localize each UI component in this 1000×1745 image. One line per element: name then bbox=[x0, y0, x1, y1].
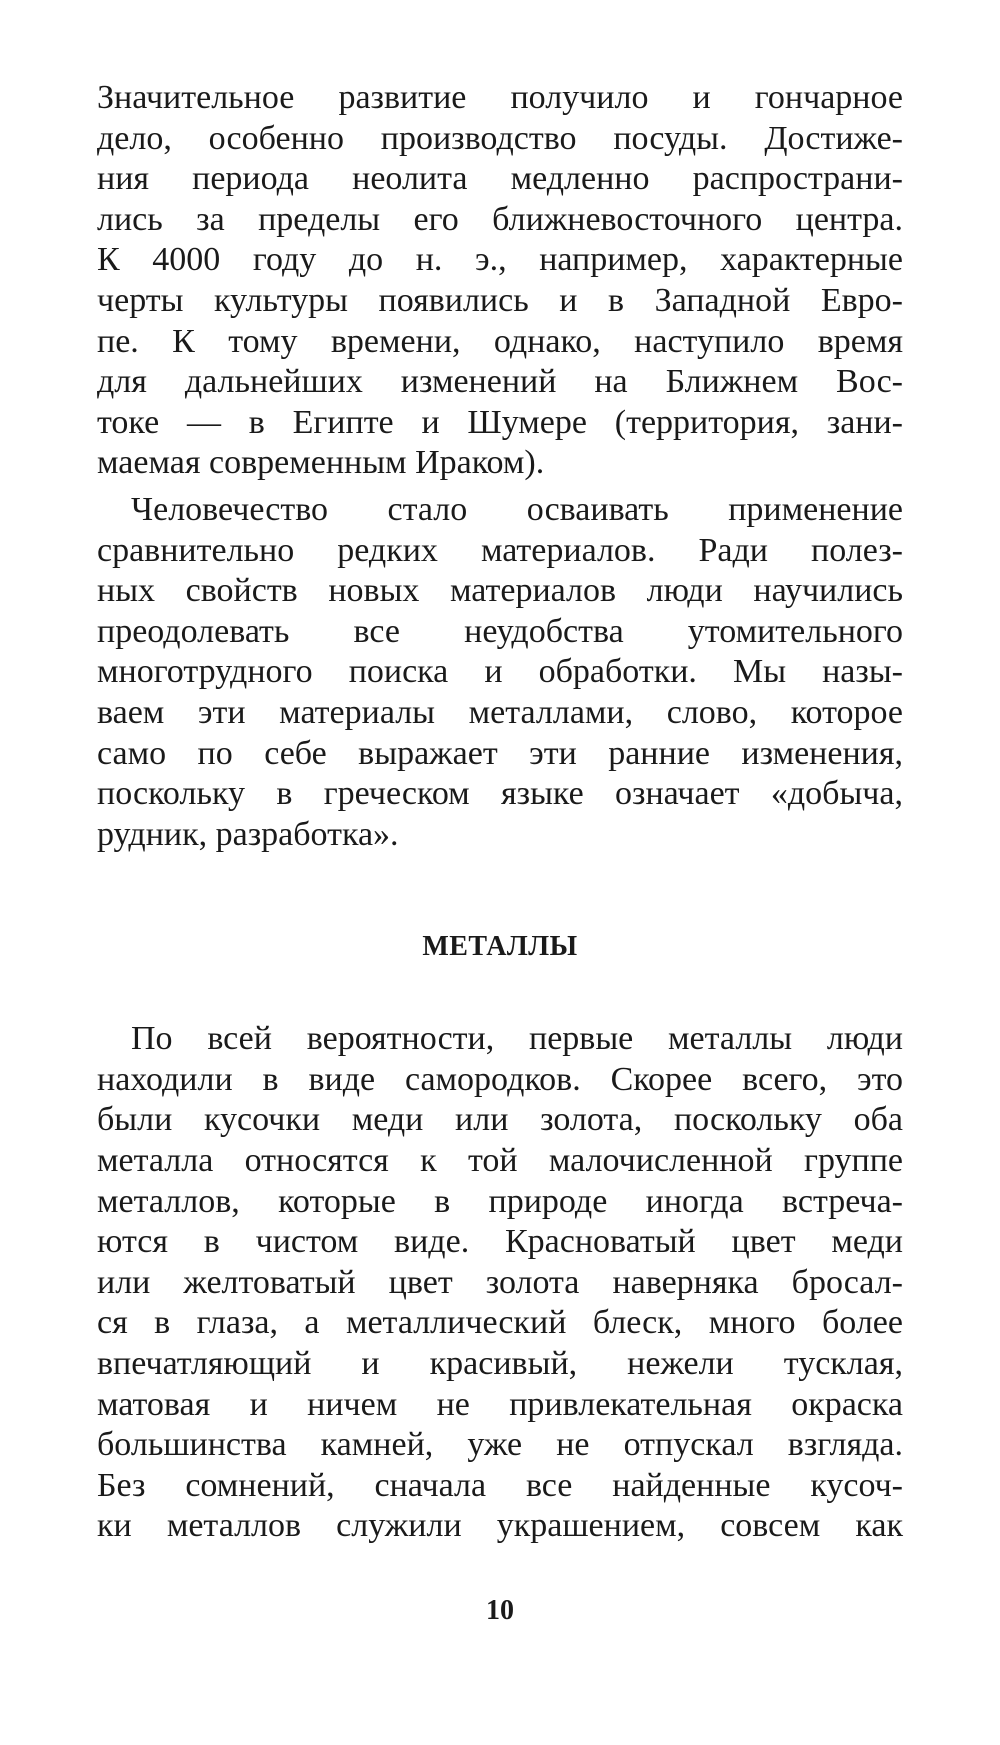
text-line: дело, особенно производство посуды. Достиже- bbox=[97, 119, 903, 157]
text-line: матовая и ничем не привлекательная окраска bbox=[97, 1385, 903, 1423]
text-line: сравнительно редких материалов. Ради полез- bbox=[97, 531, 903, 569]
text-line: ки металлов служили украшением, совсем как bbox=[97, 1507, 903, 1545]
text-line: для дальнейших изменений на Ближнем Вос- bbox=[97, 363, 903, 401]
text-line: впечатляющий и красивый, нежели тусклая, bbox=[97, 1345, 903, 1383]
text-line: металлов, которые в природе иногда встреча- bbox=[97, 1182, 903, 1220]
text-line: ния периода неолита медленно распространи- bbox=[97, 160, 903, 198]
text-line: само по себе выражает эти ранние изменения, bbox=[97, 734, 903, 772]
text-line: многотрудного поиска и обработки. Мы назы- bbox=[97, 653, 903, 691]
text-line: маемая современным Ираком). bbox=[97, 444, 545, 482]
text-line: Без сомнений, сначала все найденные кусоч- bbox=[97, 1466, 903, 1504]
text-line: ваем эти материалы металлами, слово, которое bbox=[97, 693, 903, 731]
paragraph-pottery-neolithic bbox=[97, 78, 903, 484]
text-line: были кусочки меди или золота, поскольку оба bbox=[97, 1101, 903, 1139]
text-line: токе — в Египте и Шумере (территория, зани- bbox=[97, 403, 903, 441]
text-line: Человечество стало осваивать применение bbox=[131, 490, 903, 528]
text-line: черты культуры появились и в Западной Евро- bbox=[97, 281, 903, 319]
text-line: пе. К тому времени, однако, наступило время bbox=[97, 322, 903, 360]
paragraph-rare-materials bbox=[97, 490, 903, 855]
text-line: или желтоватый цвет золота наверняка бросал- bbox=[97, 1263, 903, 1301]
text-line: металла относятся к той малочисленной группе bbox=[97, 1142, 903, 1180]
text-line: К 4000 году до н. э., например, характерные bbox=[97, 241, 903, 279]
text-line: поскольку в греческом языке означает «добыча, bbox=[97, 775, 903, 813]
text-line: ся в глаза, а металлический блеск, много более bbox=[97, 1304, 903, 1342]
text-line: находили в виде самородков. Скорее всего, это bbox=[97, 1060, 903, 1098]
page-number: 10 bbox=[486, 1595, 514, 1626]
text-line: преодолевать все неудобства утомительного bbox=[97, 612, 903, 650]
text-line: ются в чистом виде. Красноватый цвет меди bbox=[97, 1223, 903, 1261]
paragraph-native-metals bbox=[97, 1019, 903, 1547]
text-line: ных свойств новых материалов люди научились bbox=[97, 572, 903, 610]
text-line: Значительное развитие получило и гончарное bbox=[97, 79, 903, 116]
text-line: лись за пределы его ближневосточного центра. bbox=[97, 200, 903, 238]
text-line: большинства камней, уже не отпускал взгляда. bbox=[97, 1426, 903, 1464]
text-line: По всей вероятности, первые металлы люди bbox=[131, 1020, 903, 1058]
page-body bbox=[97, 78, 903, 1547]
section-heading: МЕТАЛЛЫ bbox=[422, 931, 578, 963]
text-line: рудник, разработка». bbox=[97, 815, 399, 853]
